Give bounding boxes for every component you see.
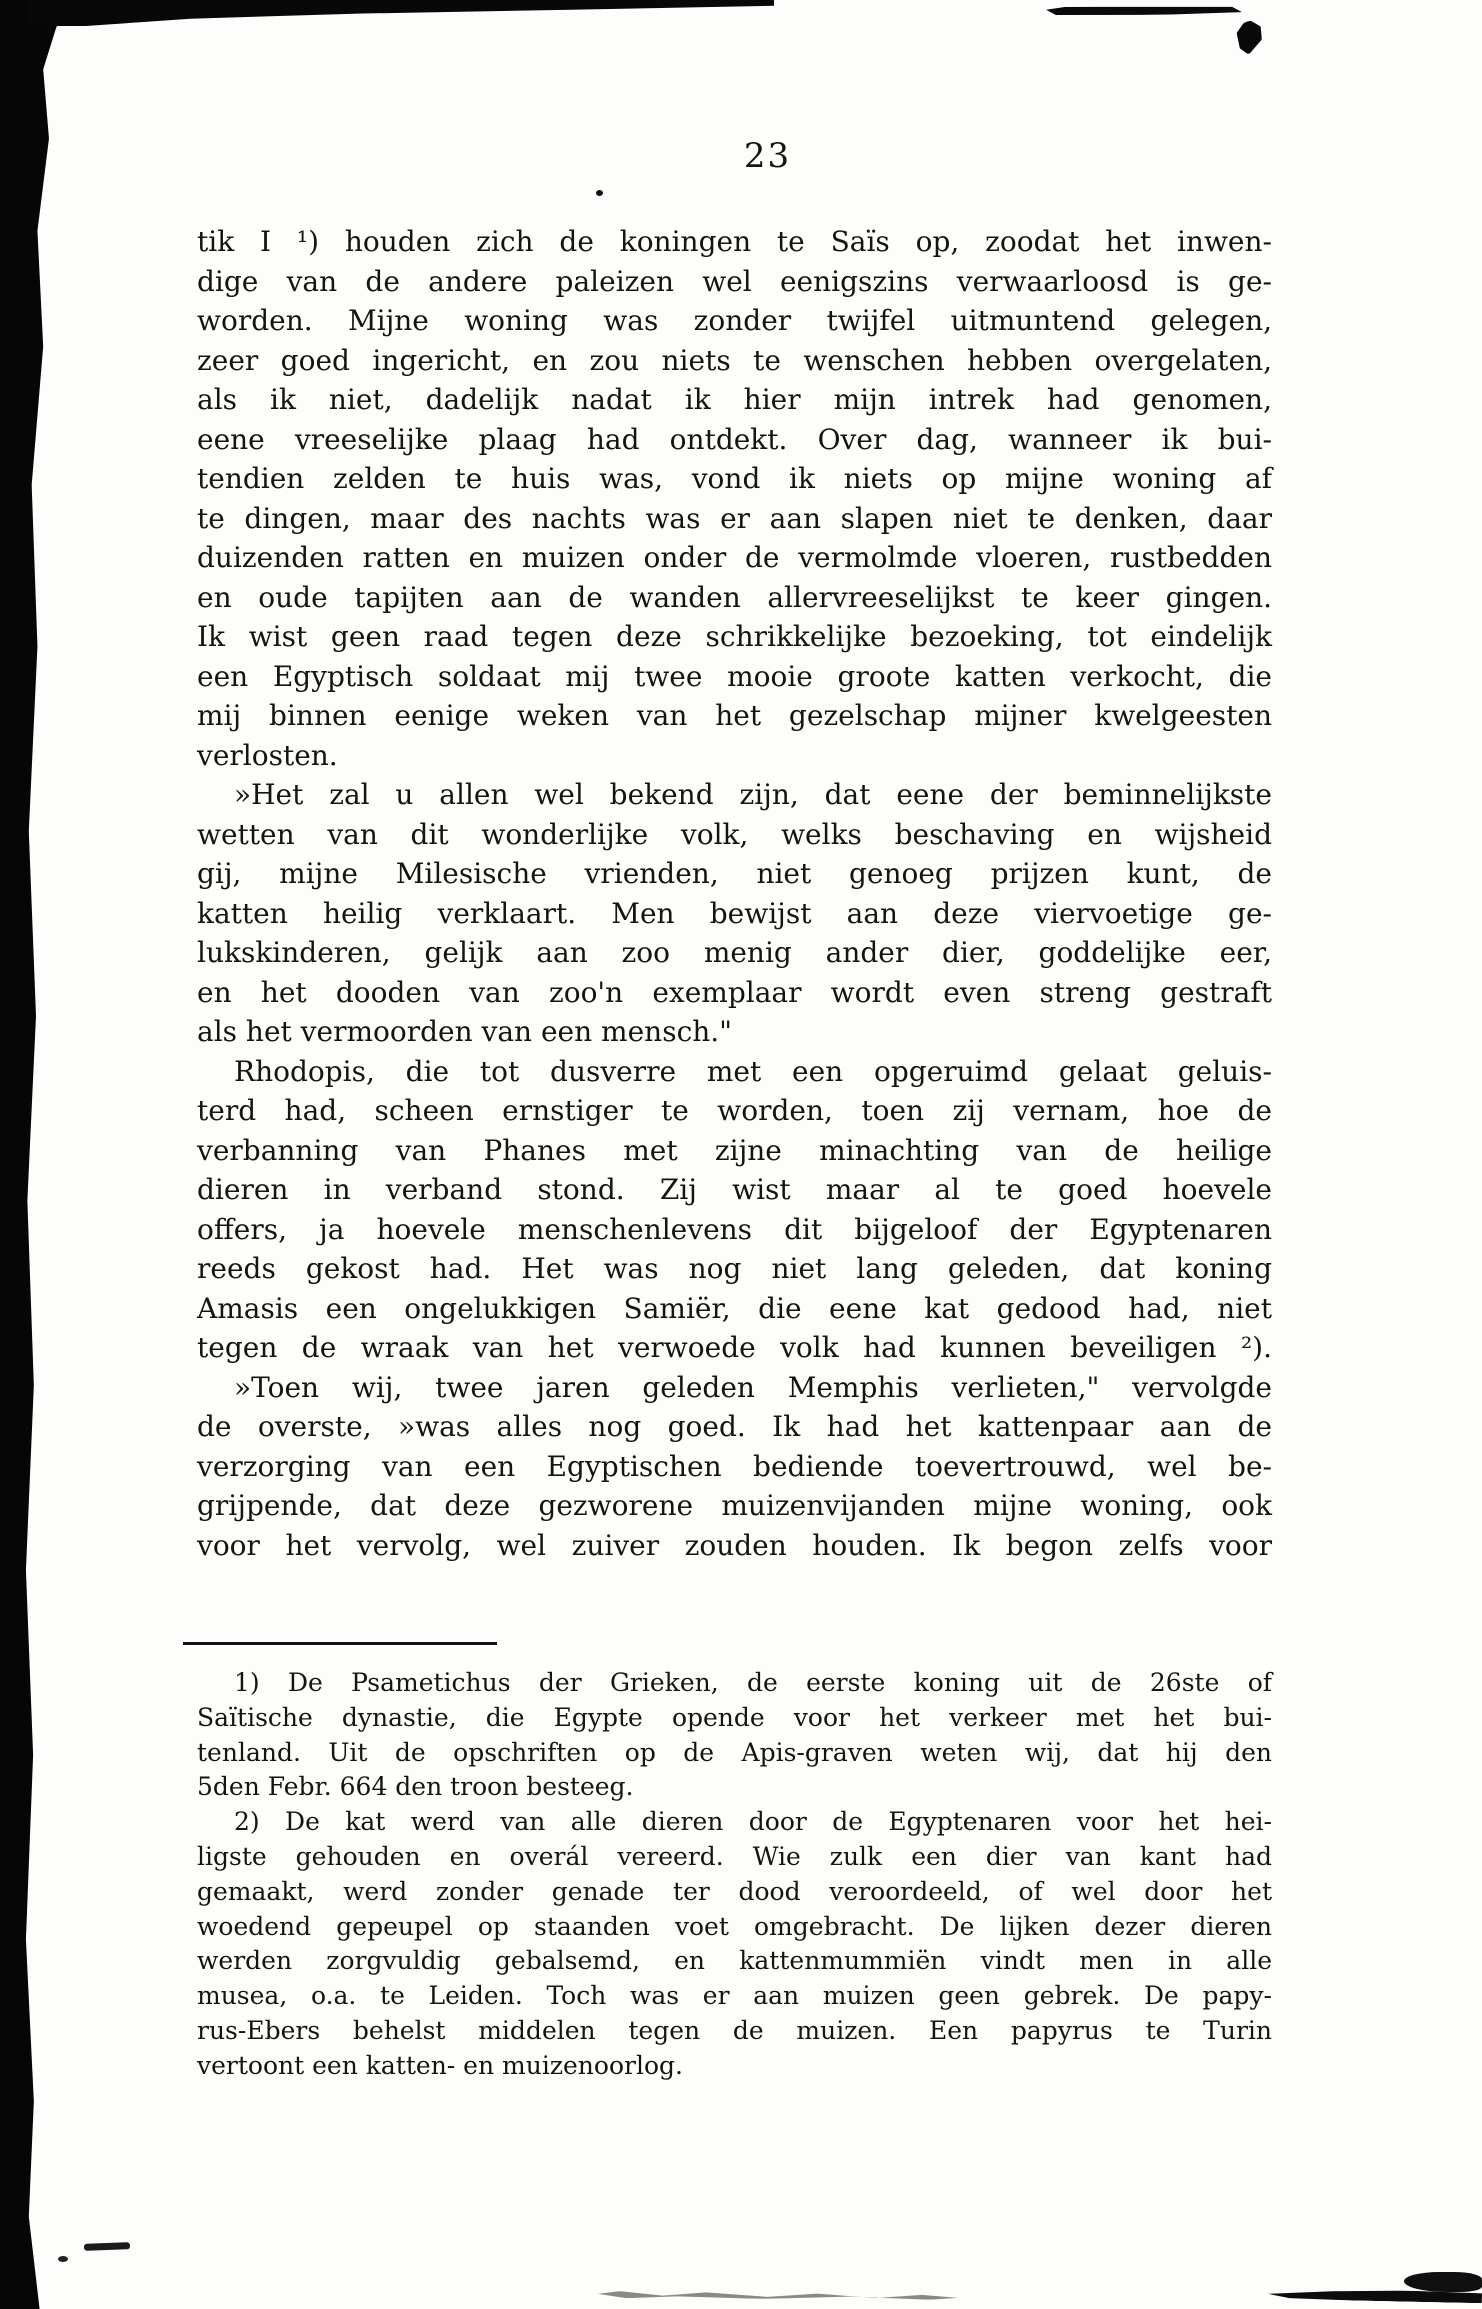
text-line: en het dooden van zoo'n exemplaar wordt even streng gestraft [197,975,1272,1009]
text-line: zeer goed ingericht, en zou niets te wenschen hebben overgelaten, [197,343,1272,377]
body-text-block [197,222,1272,1565]
text-line: 1) De Psametichus der Grieken, de eerste koning uit de 26ste of [234,1668,1272,1697]
scan-artifact-top-dash [1046,5,1242,16]
scan-artifact-bottom-left-dash [84,2242,130,2251]
footnotes-block [197,1666,1272,2084]
text-line: een Egyptisch soldaat mij twee mooie groote katten verkocht, die [197,659,1272,693]
text-line: werden zorgvuldig gebalsemd, en kattenmummiën vindt men in alle [197,1946,1272,1976]
text-line: musea, o.a. te Leiden. Toch was er aan muizen geen gebrek. De papy- [197,1981,1272,2011]
text-line: en oude tapijten aan de wanden allervreeselijkst te keer gingen. [197,580,1272,614]
text-line: tenland. Uit de opschriften op de Apis-graven weten wij, dat hij den [197,1737,1272,1767]
text-line: tendien zelden te huis was, vond ik niets op mijne woning af [197,462,1272,495]
text-line: »Toen wij, twee jaren geleden Memphis verlieten," vervolgde [234,1370,1272,1404]
text-line: verlosten. [197,738,338,772]
text-line: Rhodopis, die tot dusverre met een opgeruimd gelaat geluis- [234,1054,1272,1088]
text-line: 5den Febr. 664 den troon besteeg. [197,1772,634,1802]
text-line: gemaakt, werd zonder genade ter dood veroordeeld, of wel door het [197,1876,1272,1906]
text-line: dieren in verband stond. Zij wist maar al te goed hoevele [197,1173,1272,1206]
text-line: wetten van dit wonderlijke volk, welks beschaving en wijsheid [197,817,1272,851]
page-number: 23 [743,136,792,176]
scan-artifact-ink-dot [596,190,603,196]
text-line: ligste gehouden en overál vereerd. Wie zulk een dier van kant had [197,1841,1272,1871]
text-line: tegen de wraak van het verwoede volk had kunnen beveiligen ²). [197,1331,1272,1364]
text-line: rus-Ebers behelst middelen tegen de muizen. Een papyrus te Turin [197,2015,1272,2045]
footnote-separator-rule [183,1642,497,1645]
text-line: »Het zal u allen wel bekend zijn, dat eene der beminnelijkste [234,778,1272,811]
scan-artifact-top-band [26,0,774,26]
text-line: reeds gekost had. Het was nog niet lang geleden, dat koning [197,1252,1272,1285]
text-line: worden. Mijne woning was zonder twijfel uitmuntend gelegen, [197,304,1272,337]
scan-artifact-bottom-left-dot [58,2256,68,2262]
text-line: verzorging van een Egyptischen bediende toevertrouwd, wel be- [197,1449,1272,1483]
scan-artifact-top-right-blot [1231,17,1266,57]
text-line: lukskinderen, gelijk aan zoo menig ander dier, goddelijke eer, [197,936,1272,969]
text-line: als het vermoorden van een mensch." [197,1015,733,1048]
text-line: verbanning van Phanes met zijne minachting van de heilige [197,1133,1272,1167]
text-line: 2) De kat werd van alle dieren door de Egyptenaren voor het hei- [234,1807,1272,1837]
text-line: katten heilig verklaart. Men bewijst aan deze viervoetige ge- [197,896,1272,930]
text-line: grijpende, dat deze gezworene muizenvijanden mijne woning, ook [197,1489,1272,1522]
scan-artifact-bottom-center-smudge [598,2291,958,2300]
text-line: vertoont een katten- en muizenoorlog. [197,2050,683,2080]
text-line: als ik niet, dadelijk nadat ik hier mijn intrek had genomen, [197,383,1272,416]
text-line: Ik wist geen raad tegen deze schrikkelijke bezoeking, tot eindelijk [197,620,1272,653]
text-line: offers, ja hoevele menschenlevens dit bijgeloof der Egyptenaren [197,1212,1272,1246]
text-line: te dingen, maar des nachts was er aan slapen niet te denken, daar [197,501,1272,535]
text-line: Amasis een ongelukkigen Samiër, die eene kat gedood had, niet [197,1291,1272,1325]
scan-artifact-left-gutter-band [0,0,72,2309]
text-line: duizenden ratten en muizen onder de vermolmde vloeren, rustbedden [197,541,1272,574]
scan-artifact-bottom-right-blot [1404,2272,1482,2292]
text-line: tik I ¹) houden zich de koningen te Saïs op, zoodat het inwen- [197,225,1272,258]
text-line: eene vreeselijke plaag had ontdekt. Over dag, wanneer ik bui- [197,422,1272,456]
text-line: gij, mijne Milesische vrienden, niet genoeg prijzen kunt, de [197,857,1272,890]
text-line: Saïtische dynastie, die Egypte opende voor het verkeer met het bui- [197,1702,1272,1732]
text-line: de overste, »was alles nog goed. Ik had het kattenpaar aan de [197,1410,1272,1443]
text-line: mij binnen eenige weken van het gezelschap mijner kwelgeesten [197,699,1272,732]
text-line: terd had, scheen ernstiger te worden, toen zij vernam, hoe de [197,1094,1272,1127]
text-line: woedend gepeupel op staanden voet omgebracht. De lijken dezer dieren [197,1911,1272,1941]
text-line: voor het vervolg, wel zuiver zouden houden. Ik begon zelfs voor [197,1528,1272,1562]
text-line: dige van de andere paleizen wel eenigszins verwaarloosd is ge- [197,264,1272,298]
